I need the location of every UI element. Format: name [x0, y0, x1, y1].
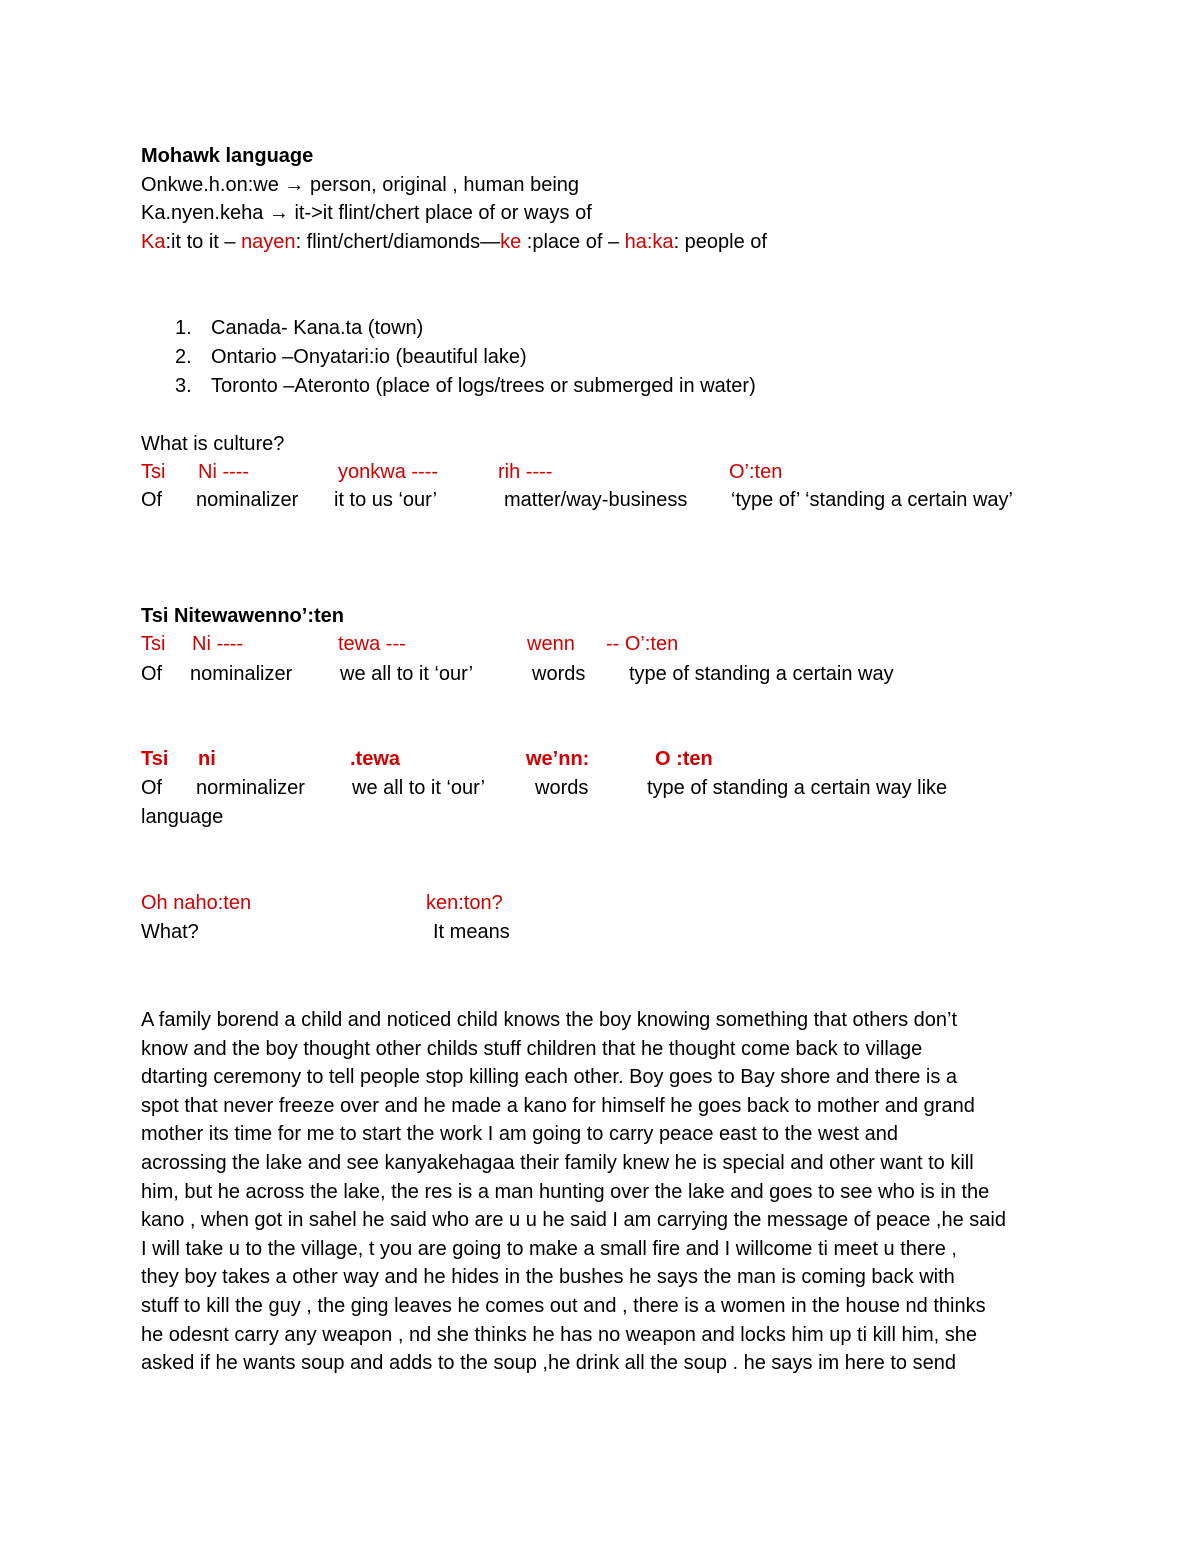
culture-gloss: nominalizer — [196, 489, 299, 511]
morpheme-nayen: nayen — [241, 231, 296, 253]
intro-word-2: Ka.nyen.keha — [141, 202, 264, 224]
story-line: kano , when got in sahel he said who are u u he said I am carrying the message of peace ,he said — [141, 1209, 1006, 1232]
language-morpheme: Tsi — [141, 633, 166, 655]
language-morpheme: wenn — [527, 633, 575, 655]
language-gloss: words — [532, 663, 586, 685]
story-line: spot that never freeze over and he made a kano for himself he goes back to mother and grand — [141, 1094, 975, 1117]
morpheme-ke: ke — [500, 231, 522, 253]
list-item — [175, 343, 527, 371]
story-paragraph — [141, 1006, 1066, 1378]
language-gloss: Of — [141, 777, 163, 799]
list-text: Toronto –Ateronto (place of logs/trees or submerged in water) — [211, 375, 756, 397]
story-line: acrossing the lake and see kanyakehagaa their family knew he is special and other want to kill — [141, 1151, 974, 1174]
language-gloss: type of standing a certain way — [629, 663, 894, 685]
morpheme-ka: Ka — [141, 231, 166, 253]
language-gloss: we all to it ‘our’ — [352, 777, 486, 799]
story-line: I will take u to the village, t you are going to make a small fire and I willcome ti meet u there , — [141, 1237, 957, 1260]
culture-gloss: matter/way-business — [504, 489, 688, 511]
intro-word-1: Onkwe.h.on:we — [141, 174, 279, 196]
story-line: him, but he across the lake, the res is a man hunting over the lake and goes to see who is in the — [141, 1180, 990, 1203]
language-gloss: type of standing a certain way like — [647, 777, 948, 799]
meaning-morpheme: Oh naho:ten — [141, 892, 252, 914]
language-heading: Tsi Nitewawenno’:ten — [141, 605, 344, 627]
intro-meaning-2: it->it flint/chert place of or ways of — [294, 202, 592, 224]
culture-morpheme: Ni ---- — [198, 461, 250, 483]
culture-gloss: it to us ‘our’ — [334, 489, 438, 511]
language-gloss: words — [535, 777, 589, 799]
intro-line-2 — [141, 199, 592, 227]
culture-gloss: Of — [141, 489, 163, 511]
story-line: A family borend a child and noticed child knows the boy knowing something that others don’t — [141, 1009, 958, 1031]
document-heading: Mohawk language — [141, 145, 314, 167]
morpheme-haka: ha:ka — [624, 231, 674, 253]
language-morpheme: .tewa — [350, 748, 401, 770]
story-line: asked if he wants soup and adds to the soup ,he drink all the soup . he says im here to send — [141, 1352, 956, 1375]
story-line: know and the boy thought other childs stuff children that he thought come back to village — [141, 1037, 923, 1060]
culture-morpheme: Tsi — [141, 461, 166, 483]
gloss-ka: :it to it – — [165, 231, 242, 253]
gloss-haka: : people of — [673, 231, 767, 253]
list-number: 1. — [175, 317, 192, 339]
culture-morpheme: O’:ten — [729, 461, 783, 483]
language-morpheme: Ni ---- — [192, 633, 244, 655]
story-line: they boy takes a other way and he hides in the bushes he says the man is coming back with — [141, 1266, 955, 1289]
list-item — [175, 314, 423, 342]
intro-line-3 — [141, 228, 767, 256]
right-arrow-icon: → — [284, 174, 305, 196]
language-morpheme: Tsi — [141, 748, 169, 770]
language-morpheme: -- O’:ten — [606, 633, 679, 655]
intro-line-1 — [141, 171, 579, 199]
list-item — [175, 372, 756, 400]
language-gloss: Of — [141, 663, 163, 685]
culture-question: What is culture? — [141, 433, 285, 455]
language-gloss-wrap: language — [141, 806, 224, 828]
story-line: he odesnt carry any weapon , nd she thinks he has no weapon and locks him up ti kill him, she — [141, 1323, 978, 1346]
story-line: dtarting ceremony to tell people stop killing each other. Boy goes to Bay shore and there is a — [141, 1066, 958, 1089]
language-gloss: we all to it ‘our’ — [340, 663, 474, 685]
list-text: Ontario –Onyatari:io (beautiful lake) — [211, 346, 527, 368]
list-text: Canada- Kana.ta (town) — [211, 317, 424, 339]
story-line: stuff to kill the guy , the ging leaves he comes out and , there is a women in the house nd thinks — [141, 1294, 986, 1317]
gloss-nayen: : flint/chert/diamonds— — [295, 231, 501, 253]
meaning-gloss: It means — [433, 921, 510, 943]
list-number: 3. — [175, 375, 192, 397]
culture-gloss: ‘type of’ ‘standing a certain way’ — [731, 489, 1013, 511]
right-arrow-icon: → — [268, 202, 289, 224]
list-number: 2. — [175, 346, 192, 368]
meaning-gloss: What? — [141, 921, 199, 943]
meaning-morpheme: ken:ton? — [426, 892, 503, 914]
culture-morpheme: rih ---- — [498, 461, 553, 483]
language-morpheme: ni — [198, 748, 216, 770]
language-gloss: nominalizer — [190, 663, 293, 685]
story-line: mother its time for me to start the work I am going to carry peace east to the west and — [141, 1123, 899, 1146]
language-morpheme: tewa --- — [338, 633, 406, 655]
intro-meaning-1: person, original , human being — [309, 174, 580, 196]
language-morpheme: O :ten — [655, 748, 713, 770]
language-morpheme: we’nn: — [526, 748, 590, 770]
language-gloss: norminalizer — [196, 777, 305, 799]
culture-morpheme: yonkwa ---- — [338, 461, 439, 483]
gloss-ke: :place of – — [521, 231, 625, 253]
